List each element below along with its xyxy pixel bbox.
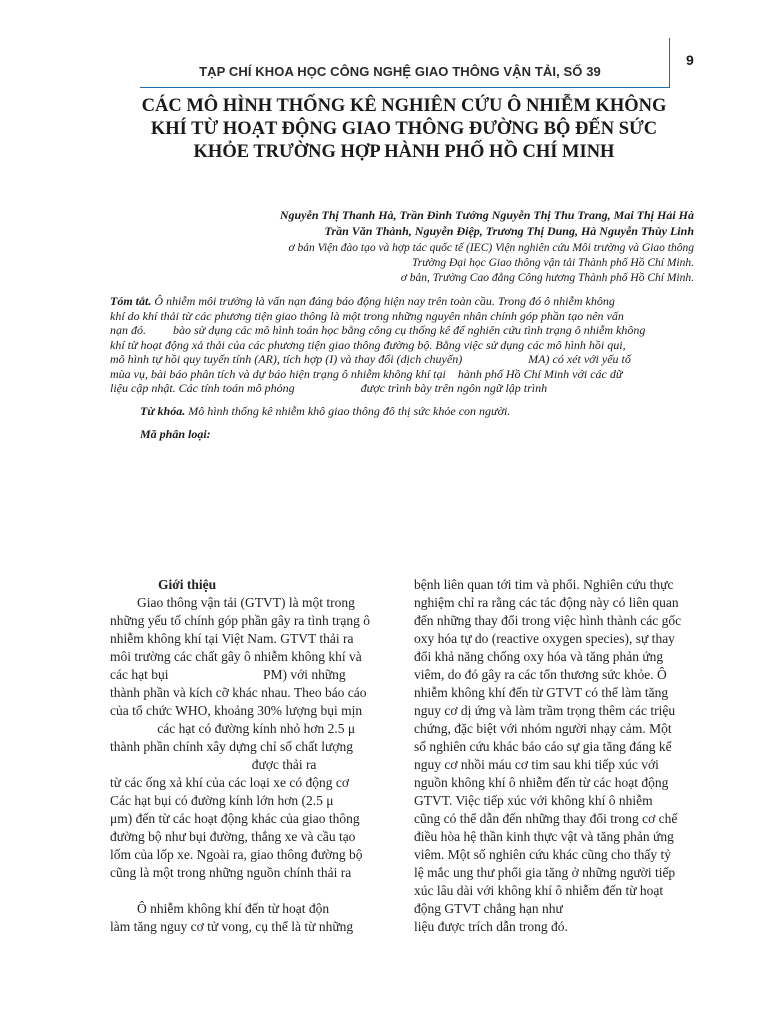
body-line: nguy cơ nhồi máu cơ tim sau khi tiếp xúc với [414,757,659,772]
body-line: môi trường các chất gây ô nhiễm không khí và [110,649,362,664]
abstract-label: Tóm tắt. [110,294,152,308]
body-line: của tổ chức WHO, khoảng 30% lượng bụi mịn [110,703,363,718]
author-list [150,207,694,239]
body-line: μm) đến từ các hoạt động khác của giao thông [110,811,360,826]
body-line: các hạt bụi PM) với những [110,667,346,682]
header-horizontal-rule [140,87,670,88]
abstract-line: khí từ hoạt động xả thải của các phương tiện giao thông đường bộ. Bằng việc sử dụng các mô hình hồi qui, [110,337,626,352]
abstract-line: khí do khí thải từ các phương tiện giao thông là một trong những nguyên nhân chính góp phần tạo nên vấn [110,308,624,323]
authors-line-1: Nguyễn Thị Thanh Hà, Trần Đình Tướng Nguyễn Thị Thu Trang, Mai Thị Hải Hà [279,208,694,222]
body-line: viêm. Một số nghiên cứu khác cũng cho thấy tỷ [414,847,672,862]
body-line: liệu được trích dẫn trong đó. [414,919,568,934]
body-line: lốm của lốp xe. Ngoài ra, giao thông đường bộ [110,847,363,862]
keywords-text: Mô hình thống kê nhiễm khô giao thông đô thị sức khỏe con người. [185,404,511,418]
body-line: động GTVT chẳng hạn như [414,901,563,916]
body-line: làm tăng nguy cơ tử vong, cụ thể là từ những [110,919,354,934]
left-column [110,576,395,936]
section-heading: Giới thiệu [158,577,217,592]
keywords-label: Từ khóa. [140,404,186,418]
body-line: điều hòa hệ thần kinh thực vật và tăng phản ứng [414,829,674,844]
body-line: nguy cơ dị ứng và làm trầm trọng thêm các triệu [414,703,676,718]
abstract-line: Ô nhiễm môi trường là vấn nạn đáng báo động hiện nay trên toàn cầu. Trong đó ô nhiễm không [151,294,615,308]
authors-line-2: Trần Văn Thành, Nguyễn Điệp, Trương Thị Dung, Hà Nguyễn Thùy Linh [324,224,694,238]
body-line: Giao thông vận tải (GTVT) là một trong [110,595,355,610]
body-line: cũng có thể dẫn đến những thay đổi trong cơ chế [414,811,678,826]
body-line: đổi khả năng chống oxy hóa và tăng phản ứng [414,649,664,664]
body-line: Các hạt bụi có đường kính lớn hơn (2.5 μ [110,793,334,808]
body-line: từ các ống xả khí của các loại xe có động cơ [110,775,349,790]
body-line [110,882,395,900]
article-title [60,95,748,164]
title-line-2: KHÍ TỪ HOẠT ĐỘNG GIAO THÔNG ĐƯỜNG BỘ ĐẾN SỨC [150,119,658,139]
title-line-3: KHỎE TRƯỜNG HỢP HÀNH PHỐ HỒ CHÍ MINH [193,142,615,162]
abstract-line: liệu cập nhật. Các tính toán mô phỏng được trình bày trên ngôn ngữ lập trình [110,381,548,395]
body-line: các hạt có đường kính nhỏ hơn 2.5 μ [110,721,356,736]
abstract-line: nạn đó. bào sử dụng các mô hình toán học bằng công cụ thống kê để nghiên cứu tình trạng ô nhiễm không [110,323,646,337]
body-line: GTVT. Việc tiếp xúc với không khí ô nhiễm [414,793,653,808]
body-line: nhiễm không khí tại Việt Nam. GTVT thải ra [110,631,354,646]
body-line: oxy hóa tự do (reactive oxygen species), sự thay [414,631,675,646]
body-line: thành phần và kích cỡ khác nhau. Theo báo cáo [110,685,367,700]
body-line: nguồn không khí ô nhiễm đến từ các hoạt động [414,775,669,790]
body-line: số nghiên cứu khác báo cáo sự gia tăng đáng kể [414,739,672,754]
body-line: lệ mắc ung thư phổi gia tăng ở những người tiếp [414,865,676,880]
body-line: cũng là một trong những nguồn chính thải ra [110,865,352,880]
journal-header: TẠP CHÍ KHOA HỌC CÔNG NGHỆ GIAO THÔNG VẬN TẢI, SỐ 39 [199,64,601,79]
right-column [414,576,700,936]
abstract-line: mô hình tự hồi quy tuyến tính (AR), tích hợp (I) và thay đổi (dịch chuyển) MA) có xét với yếu tố [110,352,631,366]
affiliation-line-2: Trường Đại học Giao thông vận tải Thành phố Hồ Chí Minh. [411,257,694,269]
body-line: viêm, do đó gây ra các tổn thương sức khỏe. Ô [414,667,667,682]
header-vertical-rule [669,38,670,88]
body-line: thành phần chính xây dựng chỉ số chất lượng [110,739,353,754]
body-line: được thải ra [110,757,317,772]
keywords [140,404,696,419]
body-line: chứng, đặc biệt với nhóm người nhạy cảm. Một [414,721,672,736]
body-line: nghiệm chỉ ra rằng các tác động này có liên quan [414,595,679,610]
body-line: xúc lâu dài với không khí ô nhiễm đến từ hoạt [414,883,664,898]
page-number: 9 [686,52,694,68]
body-line: nhiễm không khí đến từ GTVT có thể làm tăng [414,685,669,700]
affiliation-line-1: ơ bản Viện đào tạo và hợp tác quốc tế (IEC) Viện nghiên cứu Môi trường và Giao thông [288,242,694,254]
body-line: đến những thay đổi trong việc hình thành các gốc [414,613,682,628]
abstract-line: mùa vụ, bài báo phân tích và dự báo hiện trạng ô nhiễm không khí tại hành phố Hồ Chí Minh với các dữ [110,366,623,381]
body-line: Ô nhiễm không khí đến từ hoạt độn [110,901,330,916]
classification-label: Mã phân loại: [140,427,211,441]
affiliations [200,241,694,286]
body-line: những yếu tố chính góp phần gây ra tình trạng ô [110,613,371,628]
abstract [110,294,696,396]
body-line: đường bộ như bụi đường, thắng xe và cầu tạo [110,829,356,844]
body-line: bệnh liên quan tới tim và phổi. Nghiên cứu thực [414,577,674,592]
title-line-1: CÁC MÔ HÌNH THỐNG KÊ NGHIÊN CỨU Ô NHIỄM KHÔNG [141,96,667,116]
affiliation-line-3: ơ bản, Trường Cao đẳng Công hương Thành phố Hồ Chí Minh. [400,272,694,284]
